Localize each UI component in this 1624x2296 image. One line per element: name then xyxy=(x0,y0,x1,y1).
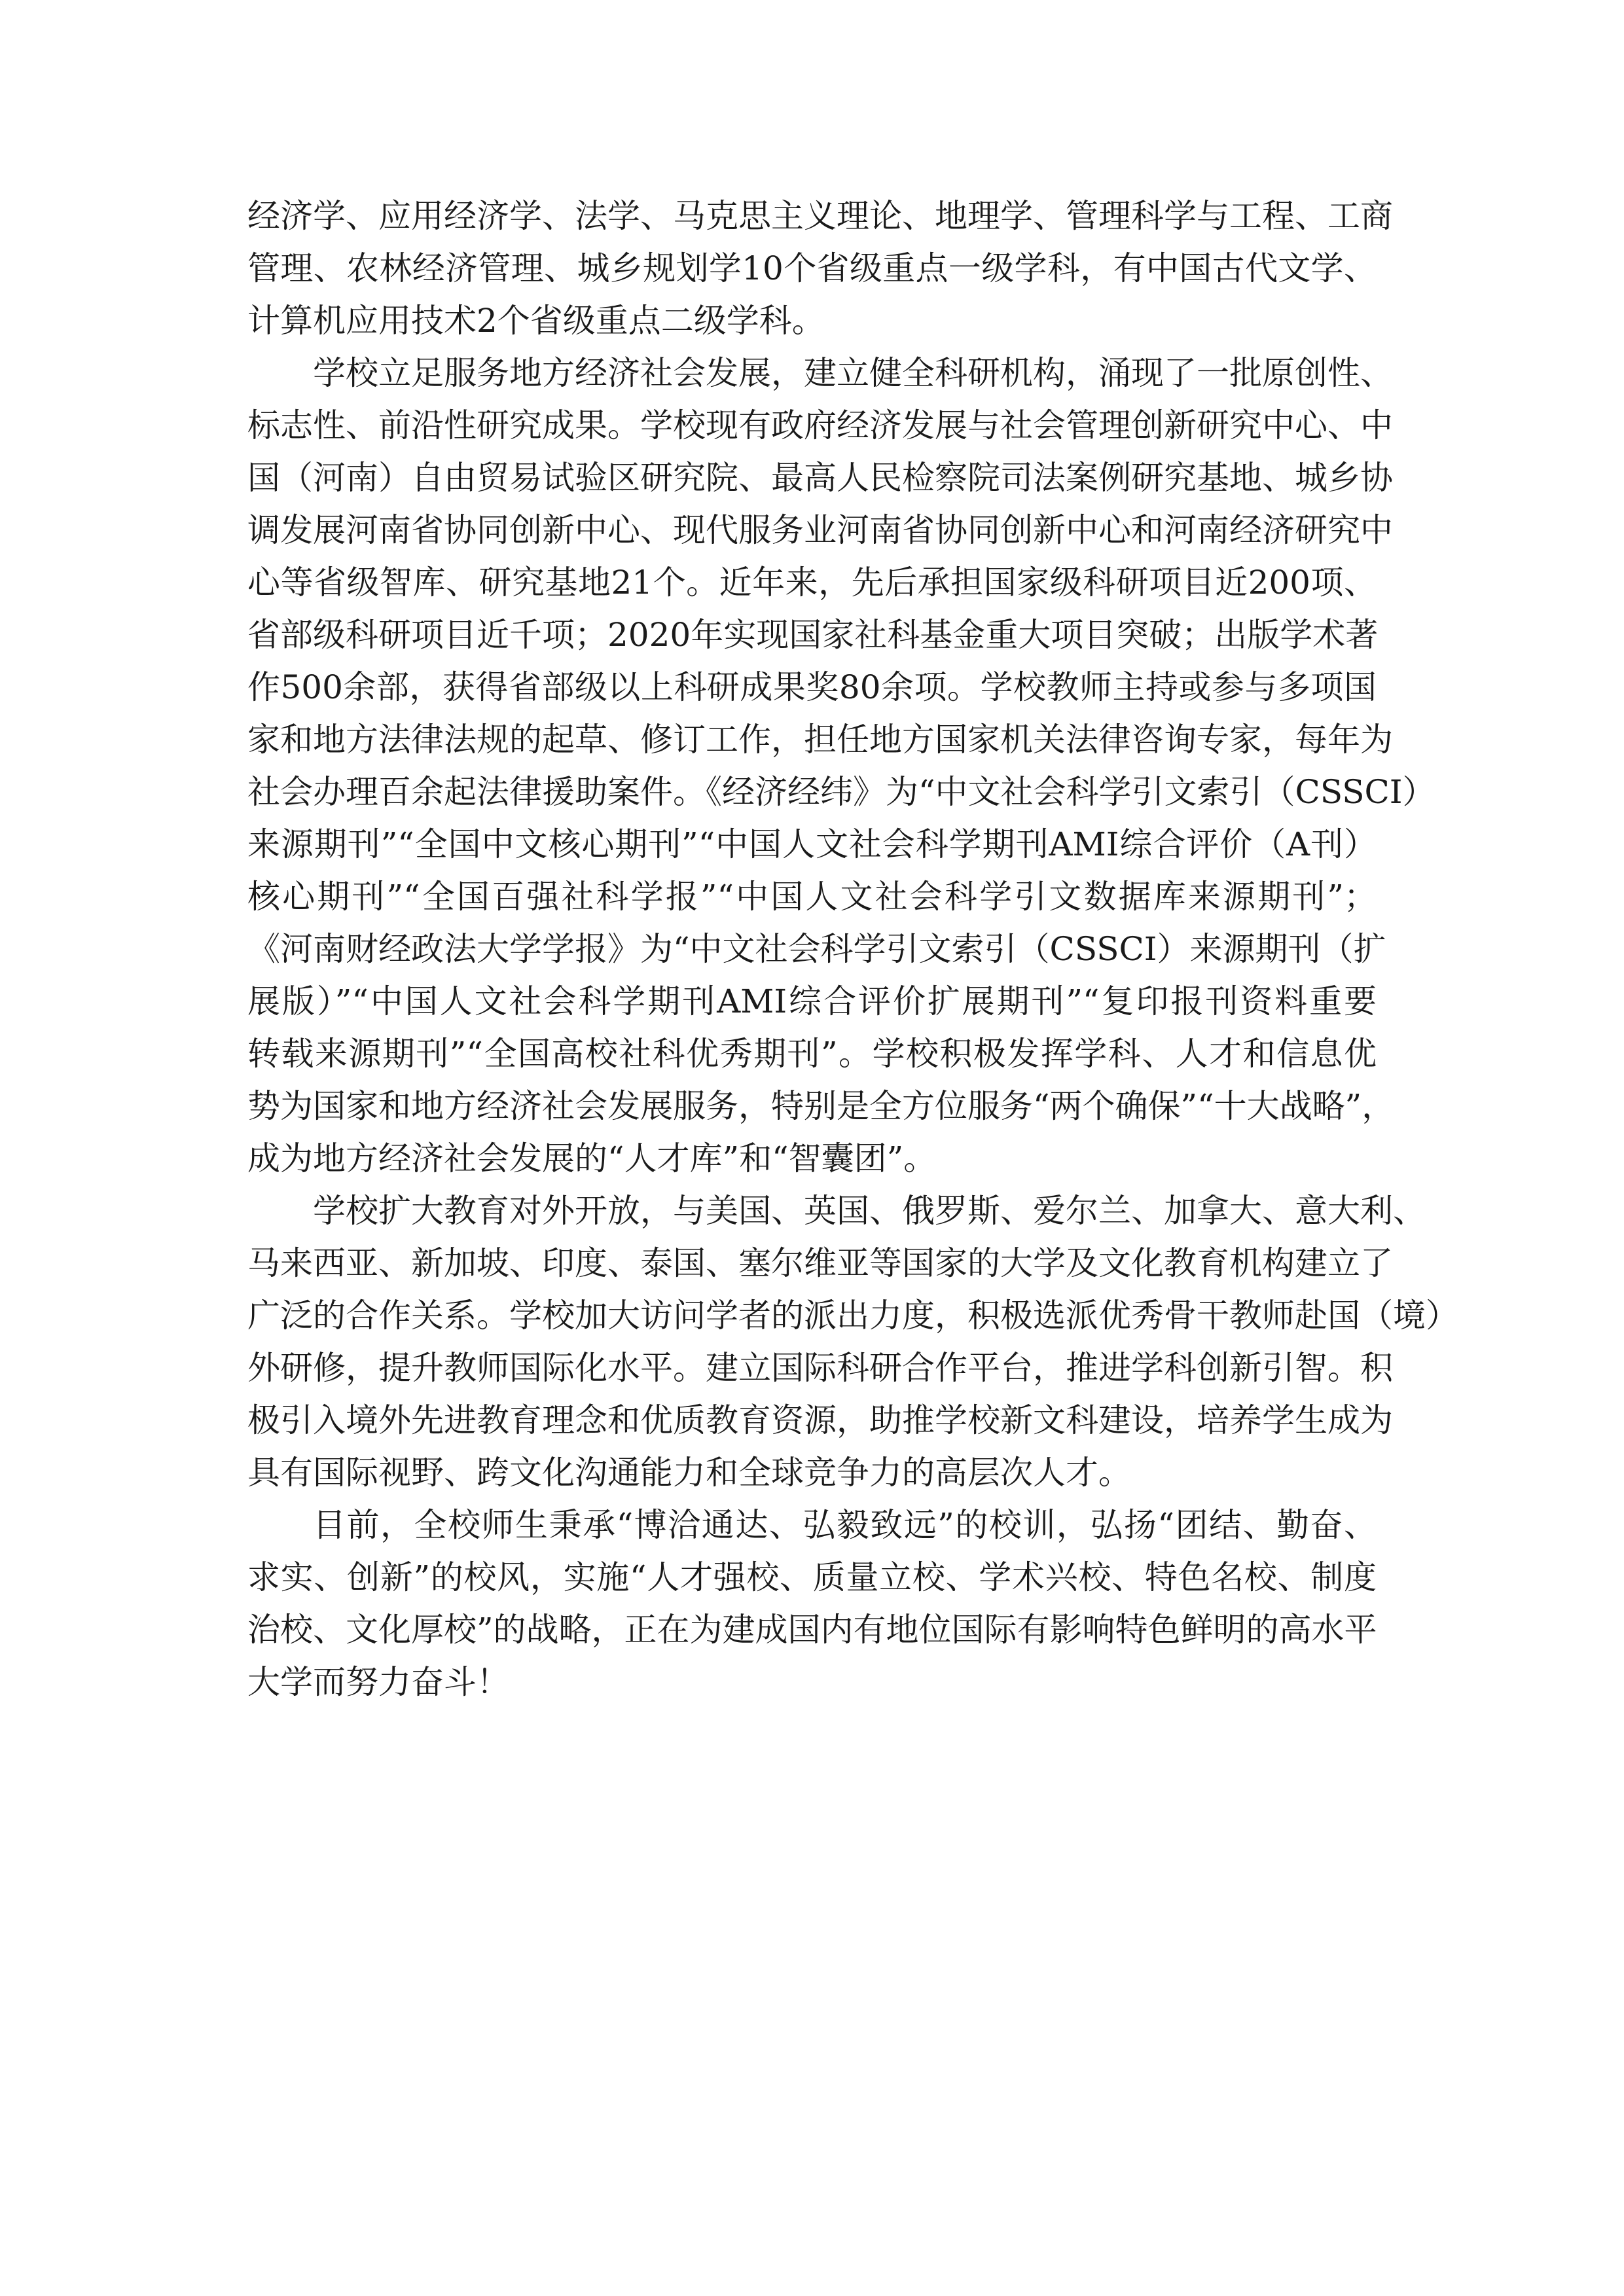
text-line: 经济学、应用经济学、法学、马克思主义理论、地理学、管理科学与工程、工商 xyxy=(247,197,1393,235)
text-line: 成为地方经济社会发展的“人才库”和“智囊团”。 xyxy=(247,1139,937,1177)
text-line: 家和地方法律法规的起草、修订工作，担任地方国家机关法律咨询专家，每年为 xyxy=(247,721,1393,759)
text-line: 学校立足服务地方经济社会发展，建立健全科研机构，涌现了一批原创性、 xyxy=(313,354,1393,392)
text-line: 计算机应用技术2个省级重点二级学科。 xyxy=(247,302,825,340)
text-line: 展版）”“中国人文社会科学期刊AMI综合评价扩展期刊”“复印报刊资料重要 xyxy=(247,982,1377,1020)
text-line: 目前，全校师生秉承“博洽通达、弘毅致远”的校训，弘扬“团结、勤奋、 xyxy=(313,1506,1377,1544)
text-line: 转载来源期刊”“全国高校社科优秀期刊”。学校积极发挥学科、人才和信息优 xyxy=(247,1035,1377,1073)
text-line: 社会办理百余起法律援助案件。《经济经纬》为“中文社会科学引文索引（CSSCI） xyxy=(247,773,1435,811)
text-line: 调发展河南省协同创新中心、现代服务业河南省协同创新中心和河南经济研究中 xyxy=(247,511,1393,549)
text-line: 学校扩大教育对外开放，与美国、英国、俄罗斯、爱尔兰、加拿大、意大利、 xyxy=(313,1192,1426,1230)
text-line: 核心期刊”“全国百强社科学报”“中国人文社会科学引文数据库来源期刊”； xyxy=(247,878,1377,916)
text-line: 极引入境外先进教育理念和优质教育资源，助推学校新文科建设，培养学生成为 xyxy=(247,1401,1393,1439)
text-line: 心等省级智库、研究基地21个。近年来，先后承担国家级科研项目近200项、 xyxy=(247,564,1377,601)
text-line: 治校、文化厚校”的战略，正在为建成国内有地位国际有影响特色鲜明的高水平 xyxy=(247,1611,1377,1649)
text-line: 马来西亚、新加坡、印度、泰国、塞尔维亚等国家的大学及文化教育机构建立了 xyxy=(247,1244,1393,1282)
text-line: 求实、创新”的校风，实施“人才强校、质量立校、学术兴校、特色名校、制度 xyxy=(247,1558,1377,1596)
text-line: 《河南财经政法大学学报》为“中文社会科学引文索引（CSSCI）来源期刊（扩 xyxy=(247,930,1386,968)
text-line: 省部级科研项目近千项；2020年实现国家社科基金重大项目突破；出版学术著 xyxy=(247,616,1379,654)
text-line: 外研修，提升教师国际化水平。建立国际科研合作平台，推进学科创新引智。积 xyxy=(247,1349,1393,1387)
text-line: 国（河南）自由贸易试验区研究院、最高人民检察院司法案例研究基地、城乡协 xyxy=(247,459,1393,497)
text-line: 来源期刊”“全国中文核心期刊”“中国人文社会科学期刊AMI综合评价（A刊） xyxy=(247,825,1377,863)
text-line: 势为国家和地方经济社会发展服务，特别是全方位服务“两个确保”“十大战略”， xyxy=(247,1087,1395,1125)
text-line: 具有国际视野、跨文化沟通能力和全球竞争力的高层次人才。 xyxy=(247,1454,1131,1492)
text-line: 广泛的合作关系。学校加大访问学者的派出力度，积极选派优秀骨干教师赴国（境） xyxy=(247,1297,1458,1335)
text-line: 管理、农林经济管理、城乡规划学10个省级重点一级学科，有中国古代文学、 xyxy=(247,249,1377,287)
text-line: 标志性、前沿性研究成果。学校现有政府经济发展与社会管理创新研究中心、中 xyxy=(247,406,1393,444)
text-line: 大学而努力奋斗！ xyxy=(247,1663,509,1701)
text-line: 作500余部，获得省部级以上科研成果奖80余项。学校教师主持或参与多项国 xyxy=(247,668,1377,706)
